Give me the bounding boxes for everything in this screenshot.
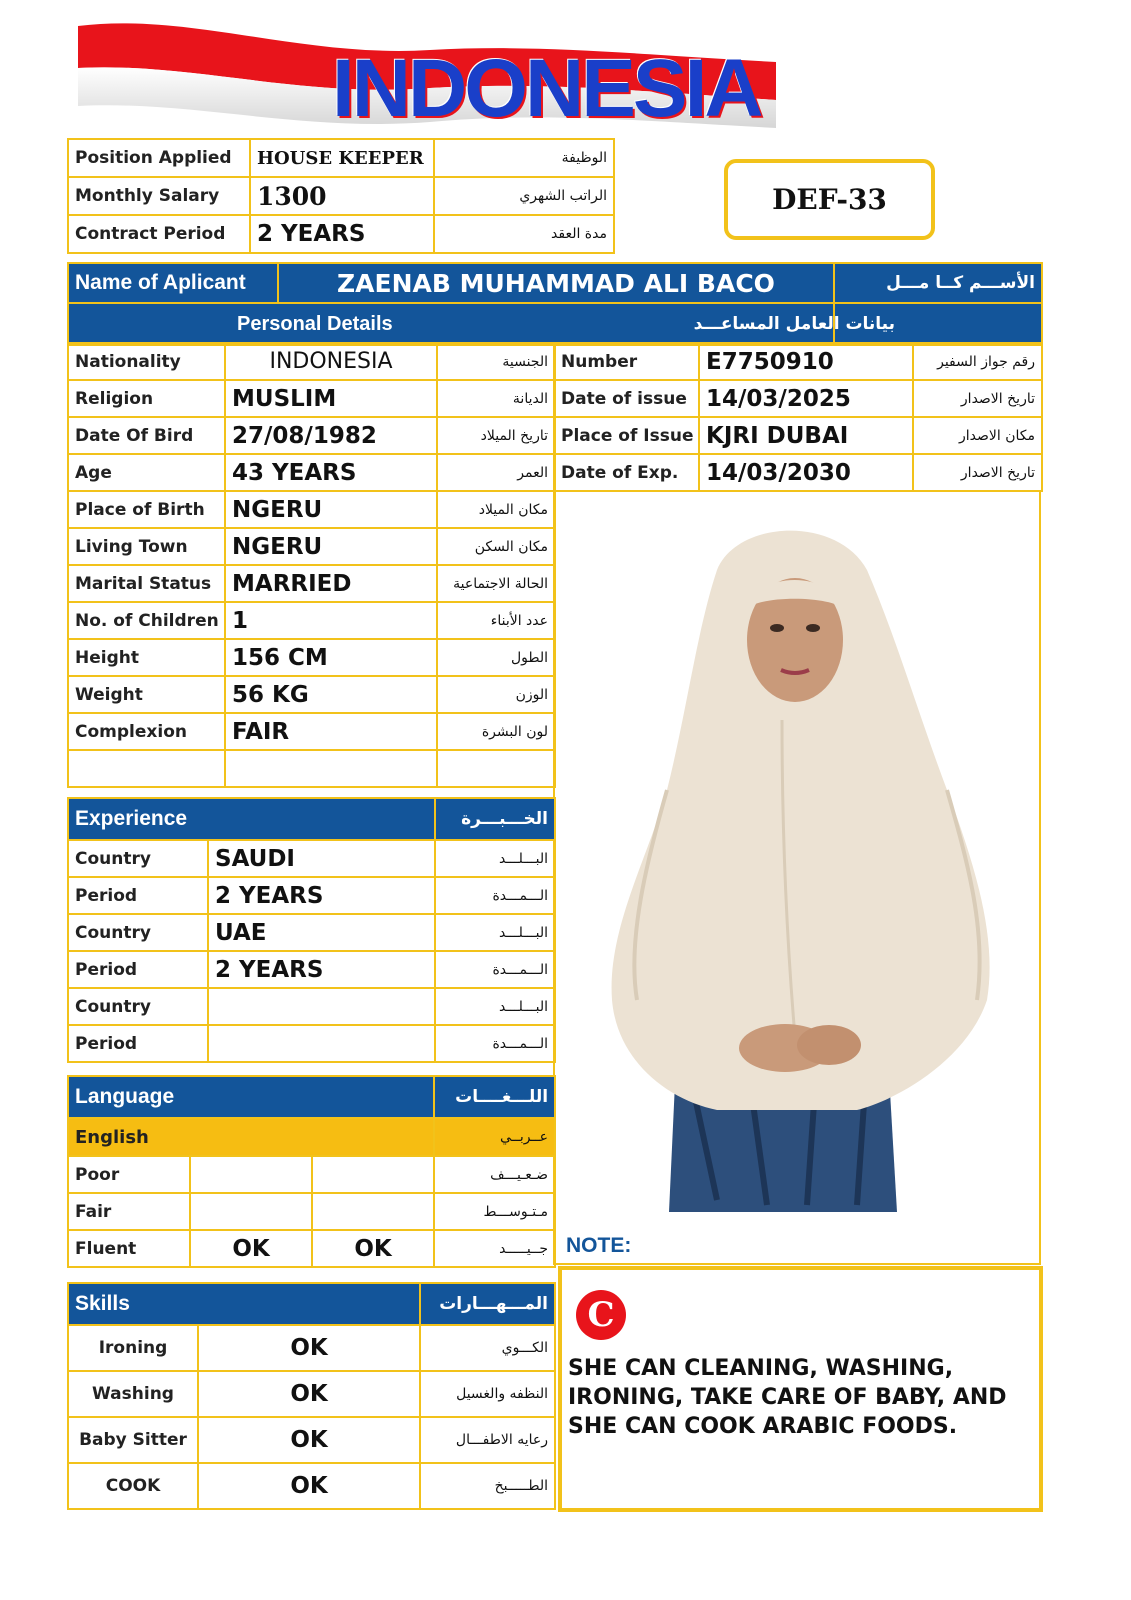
field-label-ar [437,750,555,787]
field-value [208,1025,435,1062]
skill-value: OK [198,1463,420,1509]
field-value: 156 CM [225,639,437,676]
table-row [68,877,555,914]
field-label-ar: عدد الأبناء [437,602,555,639]
field-label-ar: البـــلـــد [435,914,555,951]
table-row [68,1230,555,1267]
english-level [190,1156,312,1193]
note-text: SHE CAN CLEANING, WASHING, IRONING, TAKE CARE OF BABY, AND SHE CAN COOK ARABIC FOODS. [568,1356,1007,1439]
field-value: 43 YEARS [225,454,437,491]
field-label-ar: الراتب الشهري [434,177,614,215]
skills-table [67,1282,556,1510]
field-value [208,988,435,1025]
table-row [68,639,555,676]
field-label: Period [68,1025,208,1062]
table-row [68,1417,555,1463]
field-label-ar: الديانة [437,380,555,417]
table-row [554,343,1042,380]
field-value: 14/03/2030 [699,454,913,491]
table-row [68,417,555,454]
table-row [68,1325,555,1371]
field-label-ar: الوظيفة [434,139,614,177]
field-value: 1 [225,602,437,639]
field-label-ar: الطول [437,639,555,676]
skill-label: Ironing [68,1325,198,1371]
english-level [190,1193,312,1230]
banner [70,10,790,145]
field-label-ar: مـتـوســـط [434,1193,555,1230]
banner-title: INDONESIA [332,43,761,134]
table-row [554,417,1042,454]
skill-label-ar: الطـــــبخ [420,1463,555,1509]
language-header: Language [68,1076,434,1118]
field-label: Period [68,951,208,988]
field-label: Period [68,877,208,914]
personal-details-label: Personal Details [237,312,393,335]
table-row [68,215,614,253]
field-label-ar: مدة العقد [434,215,614,253]
language-arabic-label: عــربــي [434,1118,555,1156]
field-value: KJRI DUBAI [699,417,913,454]
field-label-ar: البـــلـــد [435,840,555,877]
field-label-ar: الـــمـــدة [435,877,555,914]
field-value: 14/03/2025 [699,380,913,417]
field-value: INDONESIA [225,343,437,380]
language-english-label: English [68,1118,434,1156]
skill-label: COOK [68,1463,198,1509]
table-row [68,343,555,380]
photo-frame [553,490,1041,1265]
note-label: NOTE: [566,1234,632,1257]
field-value: 2 YEARS [250,215,434,253]
field-label: Date of Exp. [554,454,699,491]
table-row [68,491,555,528]
field-label: Place of Issue [554,417,699,454]
field-label: Monthly Salary [68,177,250,215]
field-value: NGERU [225,528,437,565]
field-value: 1300 [250,177,434,215]
field-label-ar: لون البشرة [437,713,555,750]
table-row [68,988,555,1025]
note-badge-icon: C [576,1290,626,1340]
field-value: 2 YEARS [208,877,435,914]
applicant-photo [567,500,1037,1220]
field-value: 2 YEARS [208,951,435,988]
table-row [68,565,555,602]
table-row [68,454,555,491]
field-label: No. of Children [68,602,225,639]
table-row [68,1156,555,1193]
skills-header-ar: المـــهـــارات [420,1283,555,1325]
field-value: NGERU [225,491,437,528]
field-label-ar: الـــمـــدة [435,951,555,988]
skill-value: OK [198,1325,420,1371]
field-value: E7750910 [699,343,913,380]
applicant-label-ar: الأســـم كــا مـــل [834,263,1042,303]
field-label-ar: مكان الاصدار [913,417,1042,454]
arabic-level: OK [312,1230,434,1267]
table-row [68,713,555,750]
field-label: Nationality [68,343,225,380]
field-label: Contract Period [68,215,250,253]
applicant-table [67,262,1043,346]
experience-table [67,797,556,1063]
field-label [68,750,225,787]
field-label: Country [68,840,208,877]
table-row [68,951,555,988]
field-label: Marital Status [68,565,225,602]
reference-code: DEF-33 [772,183,887,216]
field-label: Complexion [68,713,225,750]
field-label-ar: الوزن [437,676,555,713]
experience-header-ar: الخـــبـــرة [435,798,555,840]
table-row [554,380,1042,417]
table-row [68,1025,555,1062]
field-value: 27/08/1982 [225,417,437,454]
field-label-ar: تاريخ الاصدار [913,454,1042,491]
table-row [68,1463,555,1509]
field-label-ar: الجنسية [437,343,555,380]
note-box [558,1266,1043,1512]
table-row [68,1371,555,1417]
table-row [68,528,555,565]
skill-label-ar: رعايه الاطفـــال [420,1417,555,1463]
skill-label-ar: الكـــوي [420,1325,555,1371]
table-row [68,139,614,177]
field-label-ar: جــيـــــد [434,1230,555,1267]
field-label: Living Town [68,528,225,565]
field-label: Place of Birth [68,491,225,528]
field-value: MUSLIM [225,380,437,417]
arabic-level [312,1193,434,1230]
field-label: Age [68,454,225,491]
table-row [68,380,555,417]
field-label: Number [554,343,699,380]
field-label-ar: العمر [437,454,555,491]
field-label-ar: رقم جواز السفير [913,343,1042,380]
applicant-name: ZAENAB MUHAMMAD ALI BACO [278,263,834,303]
field-label: Country [68,914,208,951]
reference-code-box [724,159,935,240]
table-row [68,602,555,639]
field-label-ar: ضـعـيـــف [434,1156,555,1193]
skill-value: OK [198,1417,420,1463]
field-label-ar: الـــمـــدة [435,1025,555,1062]
table-row [68,914,555,951]
field-label: Date Of Bird [68,417,225,454]
field-label: Fluent [68,1230,190,1267]
personal-details-label-ar: بيانات العامل المساعـــد [834,303,1042,345]
field-label: Religion [68,380,225,417]
language-table [67,1075,556,1268]
table-row [68,1193,555,1230]
field-label: Poor [68,1156,190,1193]
field-label-ar: البـــلـــد [435,988,555,1025]
field-label: Height [68,639,225,676]
language-header-ar: اللـــغــــات [434,1076,555,1118]
skill-value: OK [198,1371,420,1417]
field-label-ar: تاريخ الاصدار [913,380,1042,417]
skill-label: Baby Sitter [68,1417,198,1463]
field-label: Position Applied [68,139,250,177]
arabic-level [312,1156,434,1193]
table-row [68,676,555,713]
table-row [68,840,555,877]
field-value: HOUSE KEEPER [250,139,434,177]
field-value: UAE [208,914,435,951]
field-label: Weight [68,676,225,713]
skill-label-ar: النظفه والغسيل [420,1371,555,1417]
table-row [68,750,555,787]
field-label: Fair [68,1193,190,1230]
position-table [67,138,615,254]
field-value: SAUDI [208,840,435,877]
field-value: 56 KG [225,676,437,713]
english-level: OK [190,1230,312,1267]
skill-label: Washing [68,1371,198,1417]
table-row [68,177,614,215]
field-label: Date of issue [554,380,699,417]
personal-table [67,342,556,788]
field-value: FAIR [225,713,437,750]
table-row [554,454,1042,491]
skills-header: Skills [68,1283,420,1325]
passport-table [553,342,1043,492]
applicant-label: Name of Aplicant [68,263,278,303]
experience-header: Experience [68,798,435,840]
field-label-ar: تاريخ الميلاد [437,417,555,454]
field-label-ar: الحالة الاجتماعية [437,565,555,602]
field-label-ar: مكان الميلاد [437,491,555,528]
field-label: Country [68,988,208,1025]
field-label-ar: مكان السكن [437,528,555,565]
field-value: MARRIED [225,565,437,602]
field-value [225,750,437,787]
